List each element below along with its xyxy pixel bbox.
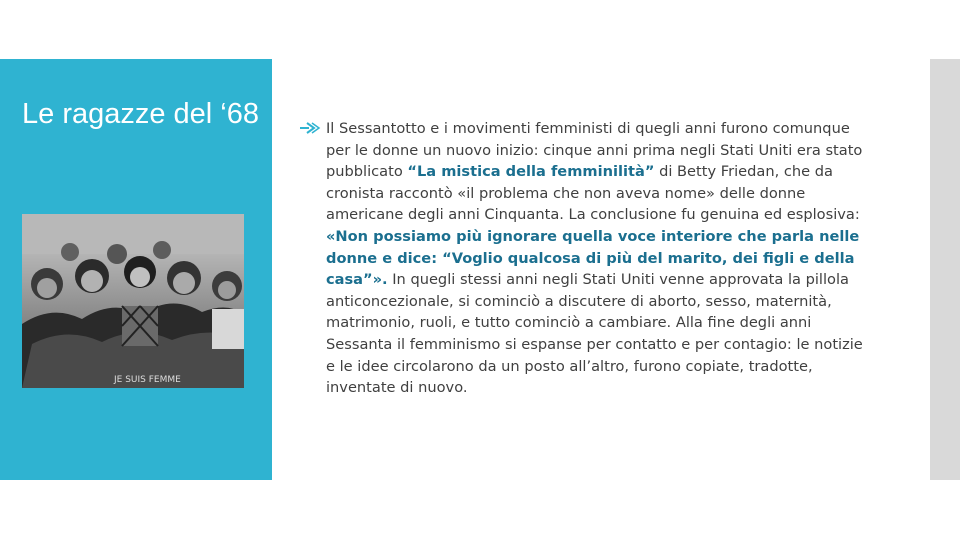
- body-text-part-3: In quegli stessi anni negli Stati Uniti venne approvata la pillola anticoncezionale, si cominciò a discutere di aborto, sesso, maternità, matrimonio, ruoli, e tutto cominciò a cambiare. Alla fine degli anni Sessanta il femminismo si espanse per contatto e per contagio: le notizie e le idee circolarono da un posto all’altro, furono copiate, tradotte, inventate di nuovo.: [326, 271, 863, 397]
- slide-title: Le ragazze del ‘68: [22, 98, 259, 130]
- protest-photo: [22, 214, 244, 388]
- book-title: “La mistica della femminilità”: [407, 163, 655, 181]
- scrollbar-strip[interactable]: [930, 59, 960, 480]
- bullet-icon: [298, 121, 322, 135]
- body-text-part-1: Il Sessantotto e i movimenti femministi di quegli anni furono comunque per le donne un nuovo inizio: cinque anni prima negli Stati Uniti era stato pubblicato: [326, 120, 863, 181]
- friedan-quote: «Non possiamo più ignorare quella voce interiore che parla nelle donne e dice: “Voglio qualcosa di più del marito, dei figli e della casa”».: [326, 227, 860, 289]
- protest-photo-illustration: [22, 214, 244, 388]
- photo-caption: JE SUIS FEMME: [114, 375, 181, 385]
- body-paragraph: [326, 118, 876, 399]
- body-text-part-2: di Betty Friedan, che da cronista raccontò «il problema che non aveva nome» delle donne americane degli anni Cinquanta. La conclusione fu genuina ed esplosiva:: [326, 163, 860, 224]
